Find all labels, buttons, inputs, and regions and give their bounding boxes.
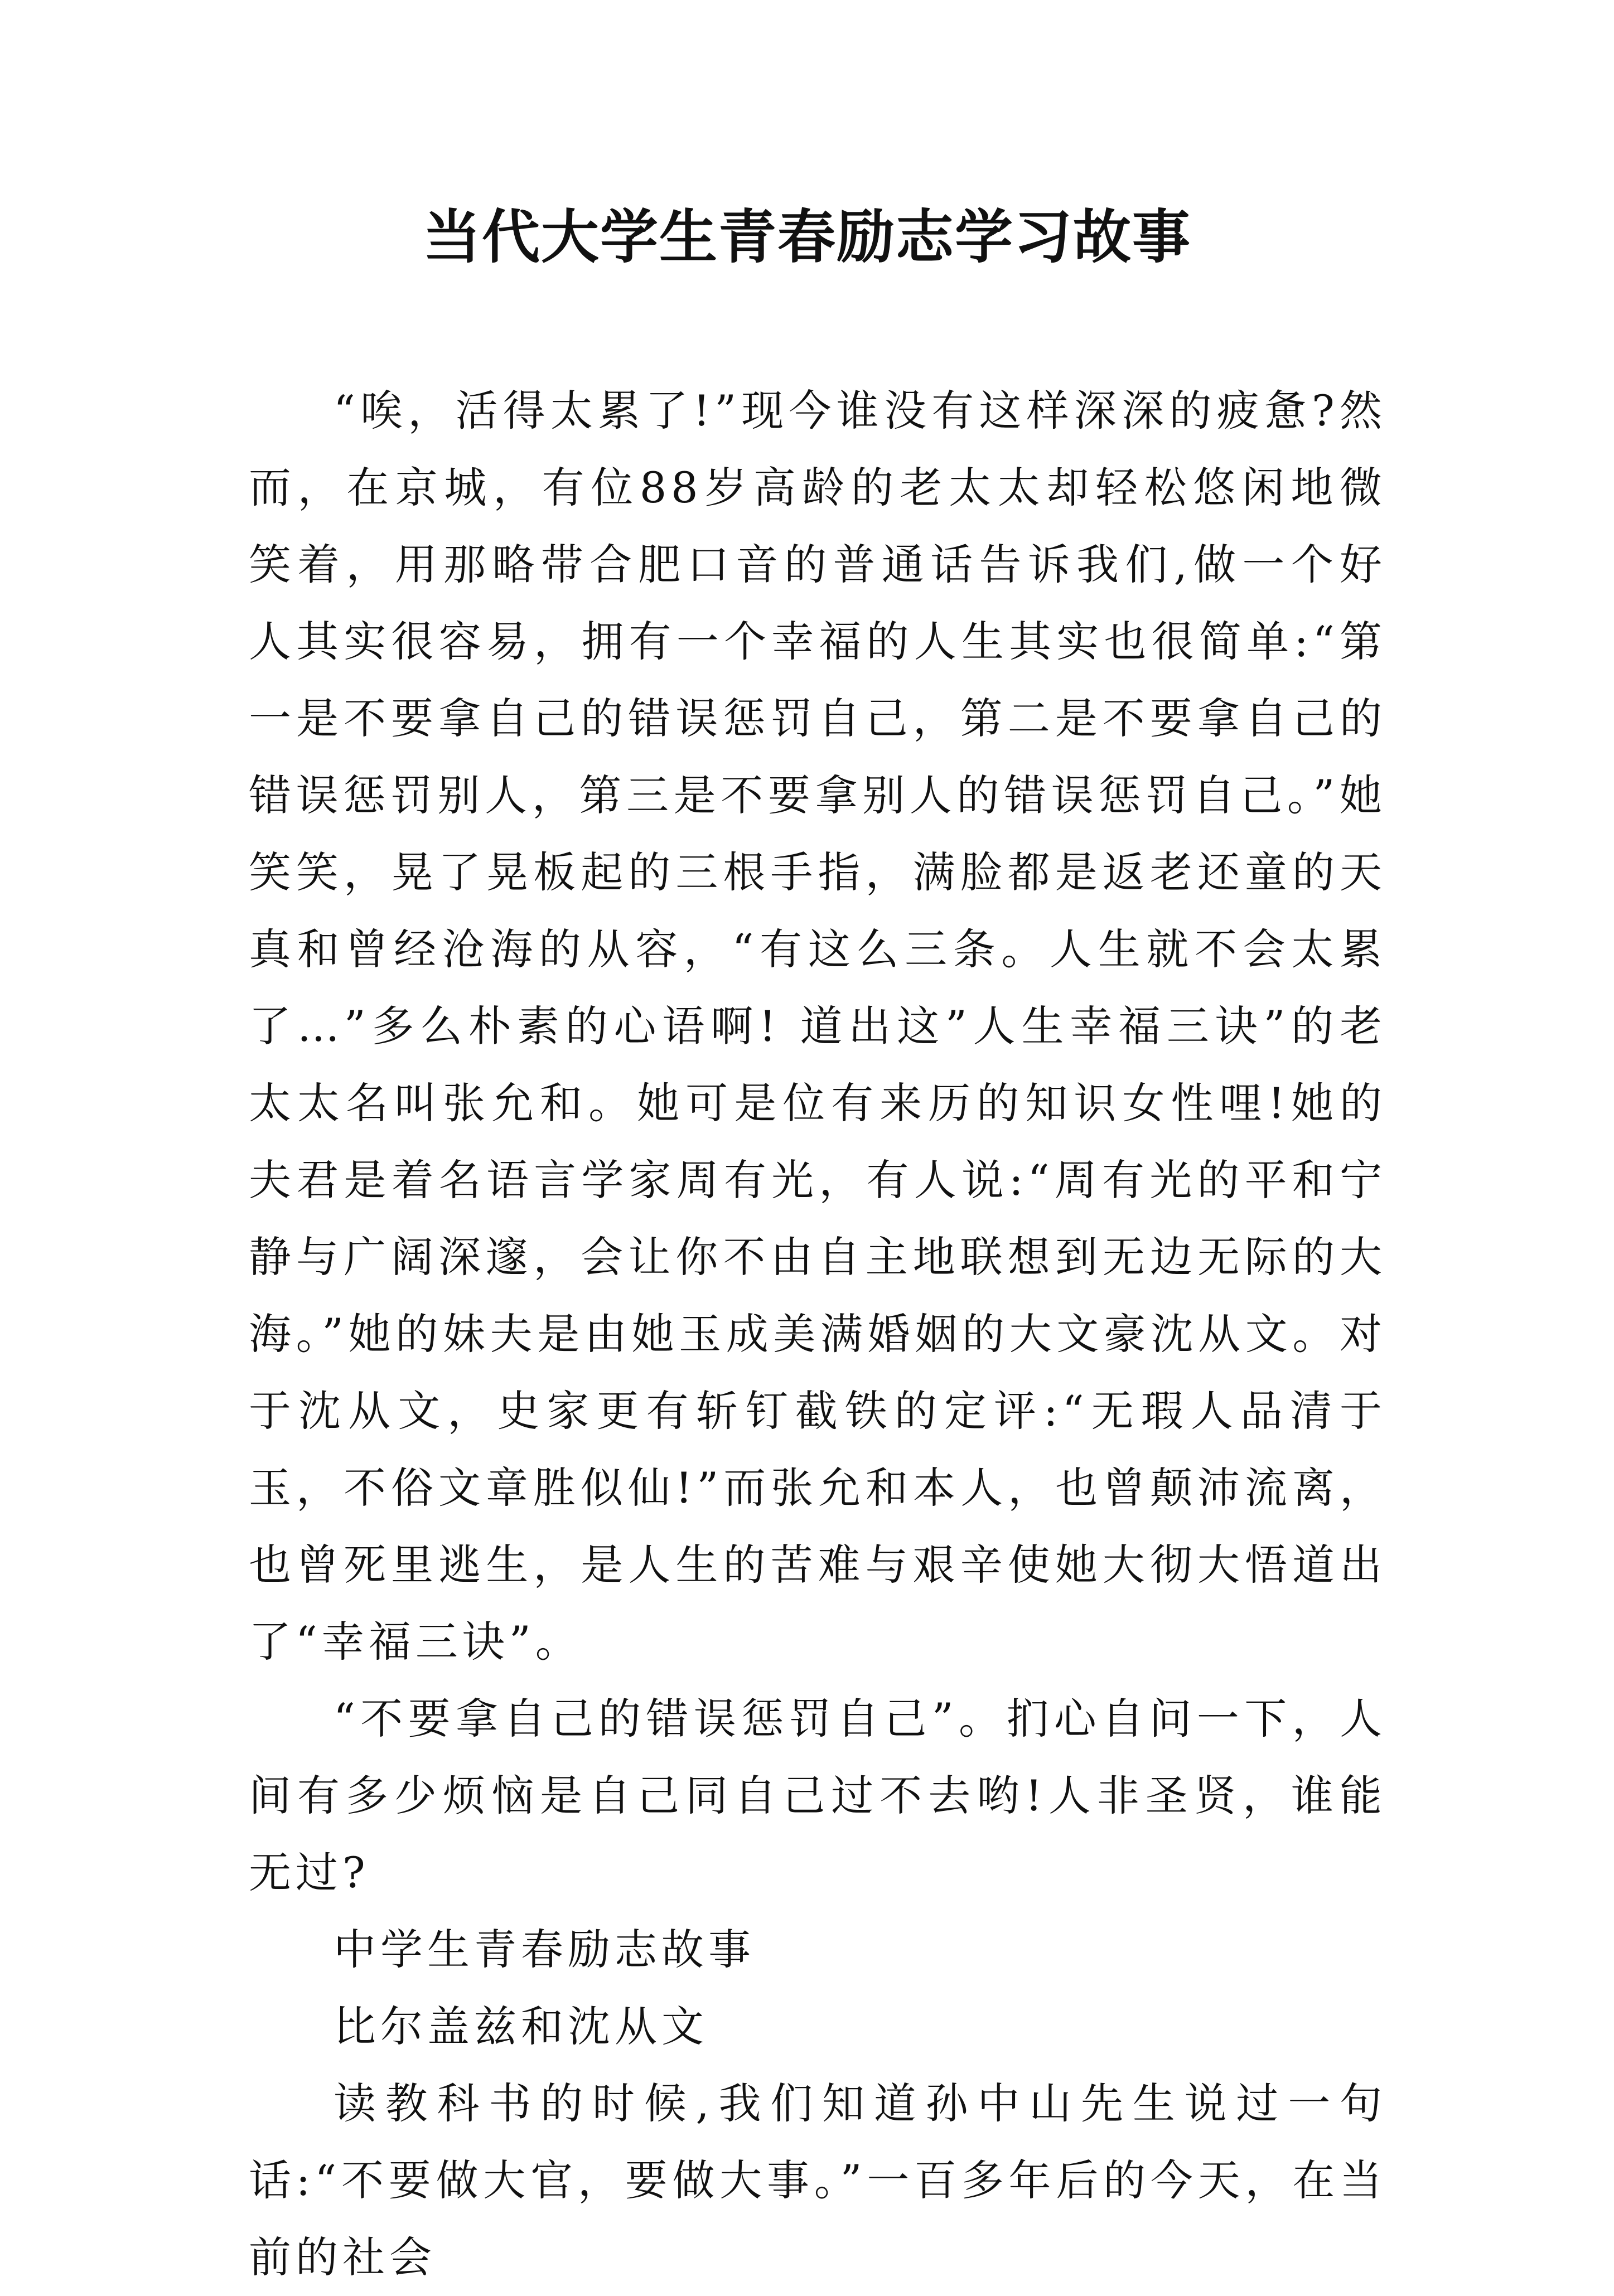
paragraph-1: “唉，活得太累了!”现今谁没有这样深深的疲惫?然而，在京城，有位88岁高龄的老太太却轻松悠闲地微笑着，用那略带合肥口音的普通话告诉我们,做一个好人其实很容易，拥有一个幸福的人生其实也很简单:“第一是不要拿自己的错误惩罚自己，第二是不要拿自己的错误惩罚别人，第三是不要拿别人的错误惩罚自己。”她笑笑，晃了晃板起的三根手指，满脸都是返老还童的天真和曾经沧海的从容，“有这么三条。人生就不会太累了…”多么朴素的心语啊! 道出这”人生幸福三诀”的老太太名叫张允和。她可是位有来历的知识女性哩!她的夫君是着名语言学家周有光，有人说:“周有光的平和宁静与广阔深邃，会让你不由自主地联想到无边无际的大海。”她的妹夫是由她玉成美满婚姻的大文豪沈从文。对于沈从文，史家更有斩钉截铁的定评:“无瑕人品清于玉，不俗文章胜似仙!”而张允和本人，也曾颠沛流离，也曾死里逃生，是人生的苦难与艰辛使她大彻大悟道出了“幸福三诀”。	[249, 386, 1386, 1667]
section-heading-1: 中学生青春励志故事	[334, 1925, 755, 1974]
section-heading-2: 比尔盖兹和沈从文	[334, 2002, 708, 2051]
document-body	[249, 372, 1386, 2296]
paragraph-3: 读教科书的时候,我们知道孙中山先生说过一句话:“不要做大官，要做大事。”一百多年后的今天，在当前的社会	[249, 2079, 1386, 2282]
paragraph-2: “不要拿自己的错误惩罚自己”。扪心自问一下，人间有多少烦恼是自己同自己过不去哟!人非圣贤，谁能无过?	[249, 1694, 1386, 1897]
document-title: 当代大学生青春励志学习故事	[422, 202, 1191, 271]
